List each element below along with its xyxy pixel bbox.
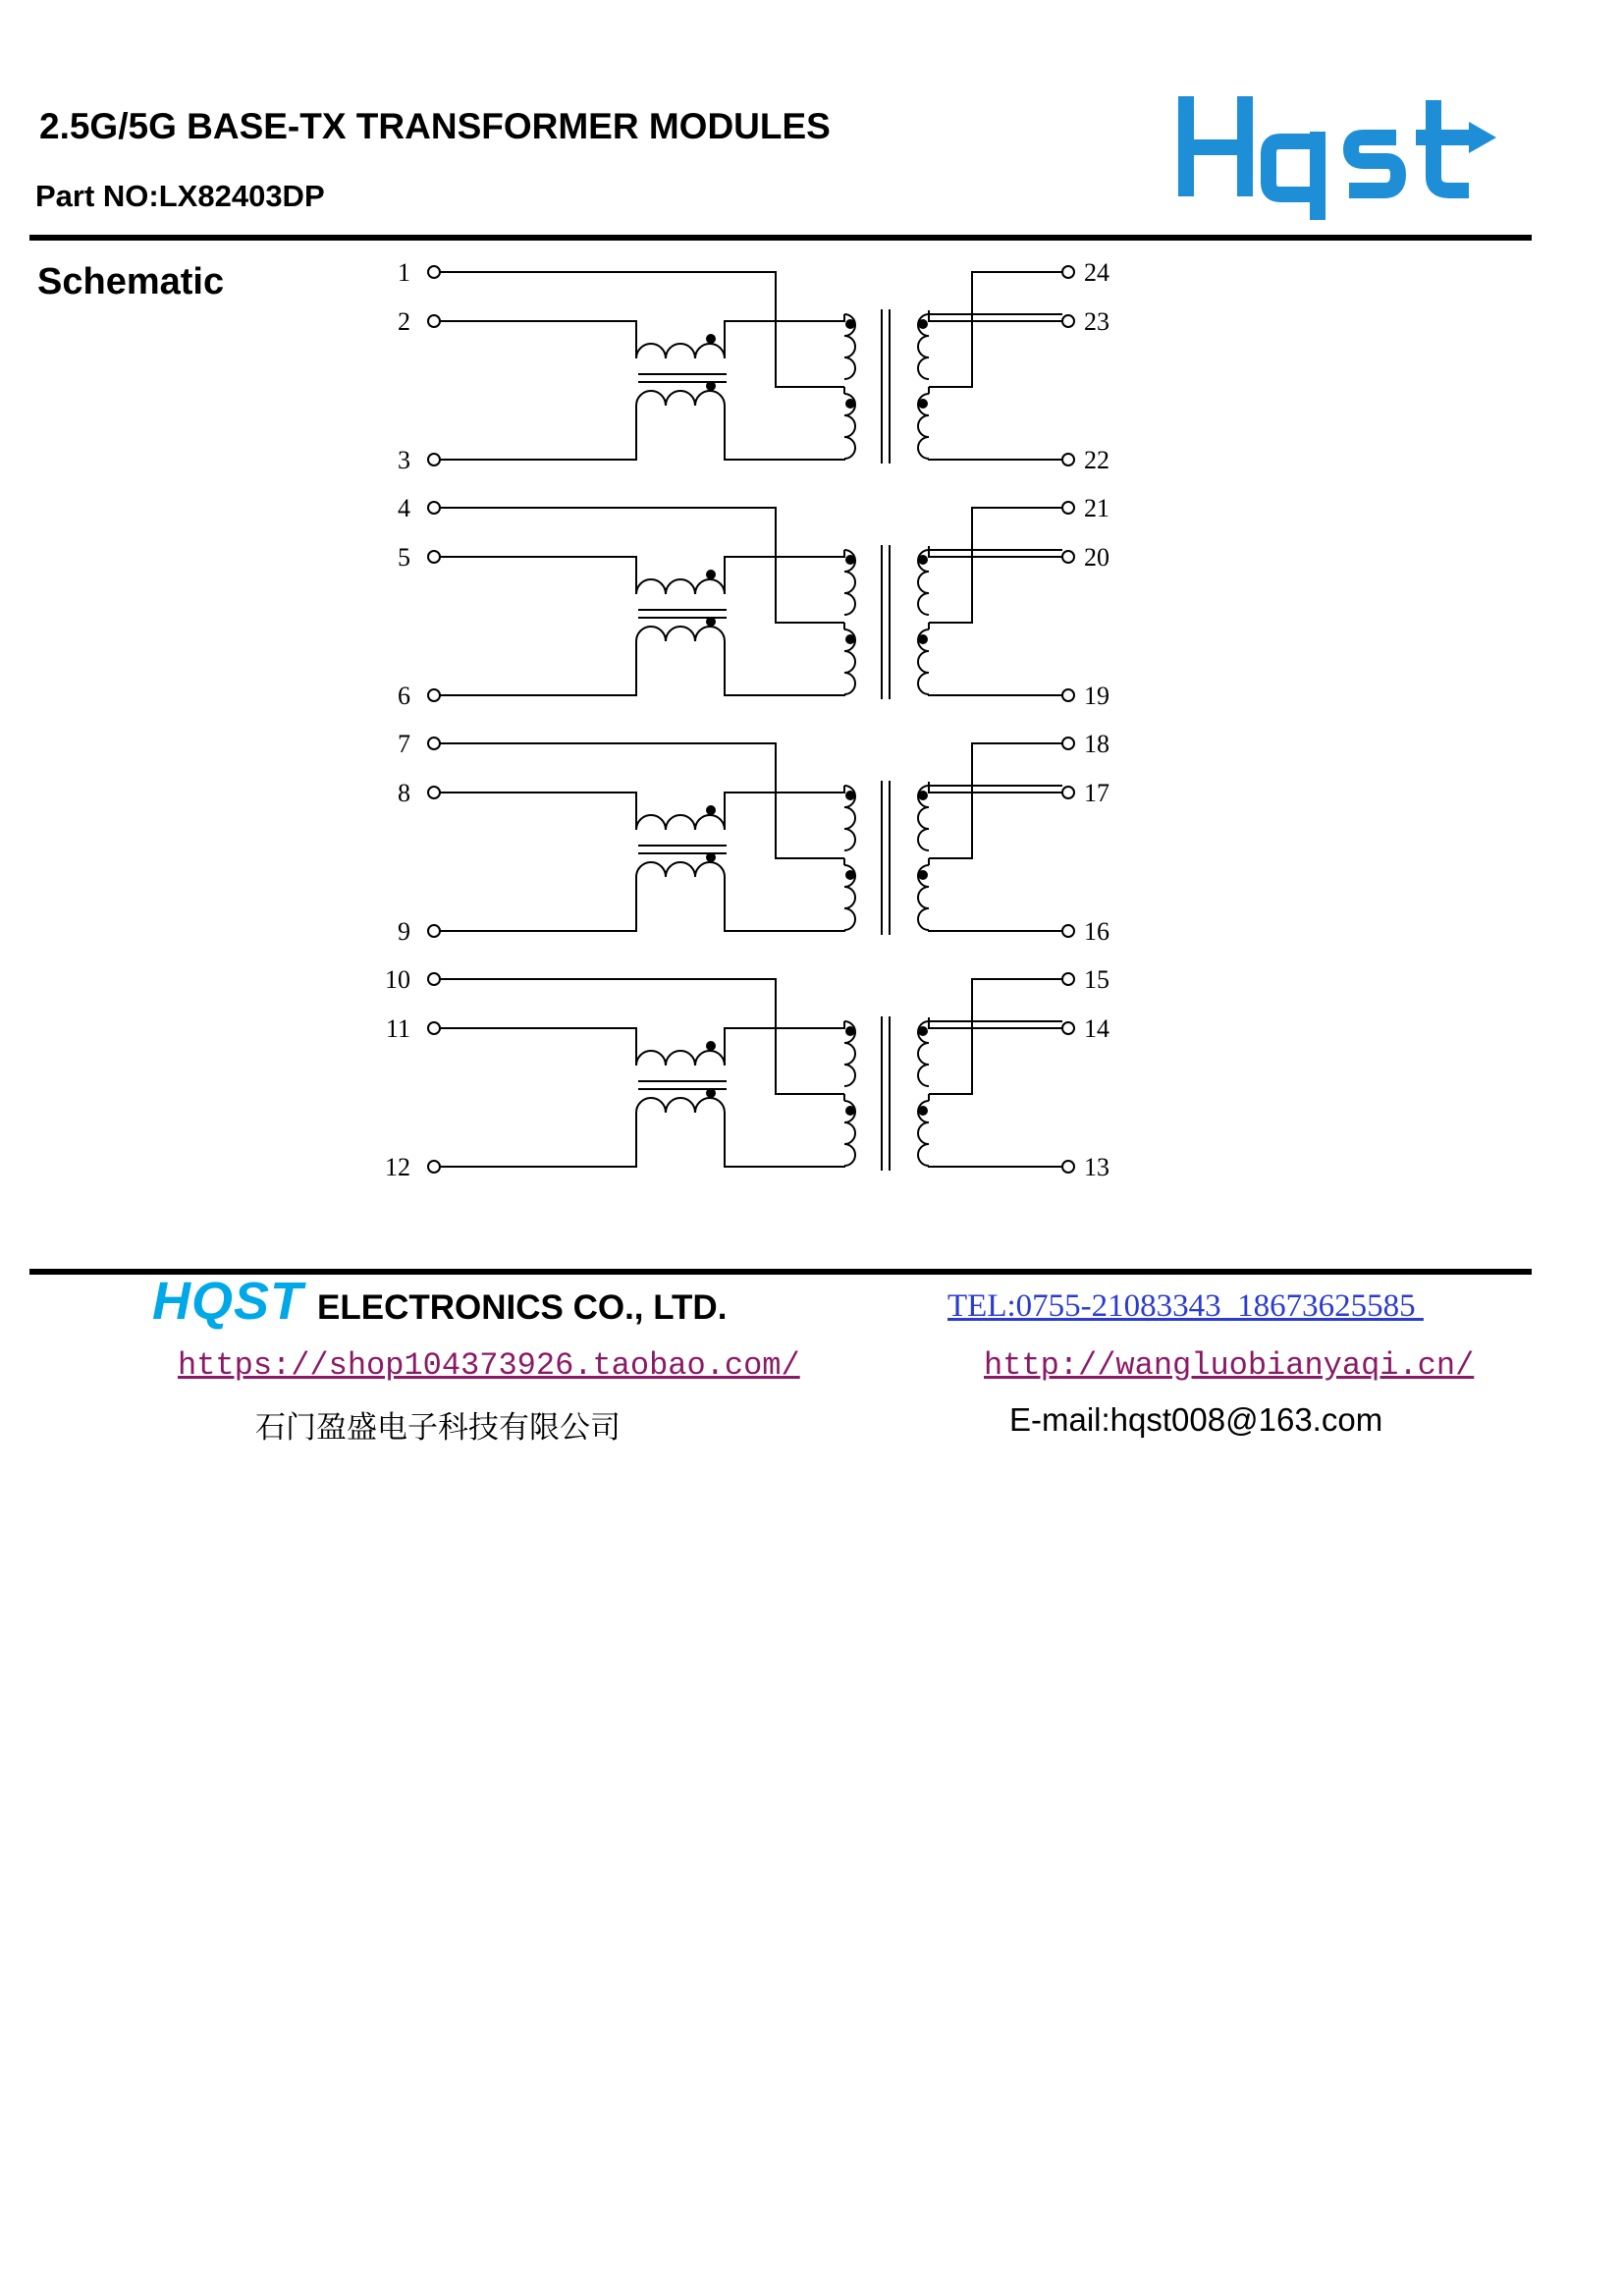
pin-number-label: 23 bbox=[1084, 307, 1109, 336]
transformer-channel bbox=[398, 494, 1109, 710]
pin-terminal bbox=[1062, 1022, 1074, 1034]
wire bbox=[929, 459, 1062, 460]
wire bbox=[929, 314, 1062, 321]
pin-number-label: 11 bbox=[385, 1014, 410, 1043]
pin-number-label: 18 bbox=[1084, 730, 1109, 758]
wire bbox=[725, 406, 844, 460]
choke-winding bbox=[636, 815, 725, 830]
pin-number-label: 12 bbox=[385, 1153, 410, 1181]
hqst-logo bbox=[1168, 86, 1512, 224]
wire bbox=[725, 314, 844, 358]
pin-terminal bbox=[1062, 925, 1074, 937]
telephone-link[interactable]: TEL:0755-21083343 18673625585 bbox=[947, 1288, 1424, 1324]
polarity-dot bbox=[706, 1041, 716, 1051]
wire bbox=[929, 930, 1062, 931]
wire bbox=[725, 877, 844, 931]
choke-winding bbox=[636, 862, 725, 877]
wire bbox=[929, 1166, 1062, 1167]
pin-terminal bbox=[428, 454, 440, 465]
pin-terminal bbox=[1062, 266, 1074, 278]
pin-number-label: 6 bbox=[398, 682, 410, 710]
shop-url-link[interactable]: https://shop104373926.taobao.com/ bbox=[178, 1347, 800, 1384]
pin-number-label: 2 bbox=[398, 307, 410, 336]
wire bbox=[440, 793, 636, 830]
pin-number-label: 15 bbox=[1084, 965, 1109, 994]
pin-terminal bbox=[428, 973, 440, 985]
pin-number-label: 24 bbox=[1084, 258, 1109, 287]
document-title: 2.5G/5G BASE-TX TRANSFORMER MODULES bbox=[39, 106, 831, 146]
pin-terminal bbox=[428, 266, 440, 278]
polarity-dot bbox=[845, 319, 855, 329]
pin-terminal bbox=[428, 502, 440, 514]
polarity-dot bbox=[845, 555, 855, 565]
wire bbox=[440, 557, 636, 594]
polarity-dot bbox=[918, 1106, 928, 1116]
transformer-channel bbox=[398, 258, 1109, 474]
wire bbox=[440, 641, 636, 695]
transformer-channel bbox=[385, 965, 1109, 1181]
wire bbox=[725, 550, 844, 594]
pin-number-label: 8 bbox=[398, 779, 410, 807]
polarity-dot bbox=[918, 319, 928, 329]
pin-terminal bbox=[1062, 502, 1074, 514]
wire bbox=[725, 1113, 844, 1167]
pin-terminal bbox=[428, 787, 440, 798]
polarity-dot bbox=[845, 399, 855, 409]
chinese-company-name: 石门盈盛电子科技有限公司 bbox=[255, 1410, 621, 1446]
polarity-dot bbox=[706, 1088, 716, 1098]
pin-terminal bbox=[428, 315, 440, 327]
center-tap-wire bbox=[440, 272, 844, 387]
pin-terminal bbox=[428, 738, 440, 749]
part-number: Part NO:LX82403DP bbox=[35, 179, 325, 213]
polarity-dot bbox=[918, 399, 928, 409]
wire bbox=[440, 1028, 636, 1066]
polarity-dot bbox=[706, 381, 716, 391]
pin-number-label: 17 bbox=[1084, 779, 1109, 807]
polarity-dot bbox=[918, 870, 928, 880]
wire bbox=[440, 321, 636, 358]
pin-number-label: 10 bbox=[385, 965, 410, 994]
polarity-dot bbox=[845, 1106, 855, 1116]
pin-number-label: 21 bbox=[1084, 494, 1109, 522]
pin-number-label: 7 bbox=[398, 730, 410, 758]
polarity-dot bbox=[845, 634, 855, 644]
pin-terminal bbox=[1062, 738, 1074, 749]
pin-number-label: 20 bbox=[1084, 543, 1109, 572]
center-tap-wire bbox=[929, 508, 1062, 623]
wire bbox=[929, 1021, 1062, 1028]
pin-number-label: 3 bbox=[398, 446, 410, 474]
pin-terminal bbox=[1062, 454, 1074, 465]
center-tap-wire bbox=[440, 508, 844, 623]
polarity-dot bbox=[706, 570, 716, 579]
choke-winding bbox=[636, 579, 725, 594]
pin-number-label: 13 bbox=[1084, 1153, 1109, 1181]
polarity-dot bbox=[706, 805, 716, 815]
company-suffix: ELECTRONICS CO., LTD. bbox=[317, 1288, 728, 1327]
pin-number-label: 22 bbox=[1084, 446, 1109, 474]
pin-terminal bbox=[1062, 787, 1074, 798]
polarity-dot bbox=[918, 791, 928, 800]
pin-terminal bbox=[428, 1022, 440, 1034]
company-name bbox=[152, 1272, 728, 1331]
choke-winding bbox=[636, 1051, 725, 1066]
polarity-dot bbox=[918, 555, 928, 565]
wire bbox=[440, 1113, 636, 1167]
polarity-dot bbox=[706, 617, 716, 627]
pin-number-label: 5 bbox=[398, 543, 410, 572]
polarity-dot bbox=[706, 334, 716, 344]
pin-number-label: 19 bbox=[1084, 682, 1109, 710]
polarity-dot bbox=[706, 852, 716, 862]
choke-winding bbox=[636, 627, 725, 641]
polarity-dot bbox=[845, 870, 855, 880]
wire bbox=[440, 406, 636, 460]
pin-terminal bbox=[428, 925, 440, 937]
choke-winding bbox=[636, 344, 725, 358]
center-tap-wire bbox=[440, 979, 844, 1094]
pin-number-label: 1 bbox=[398, 258, 410, 287]
polarity-dot bbox=[845, 1026, 855, 1036]
pin-terminal bbox=[428, 689, 440, 701]
wire bbox=[440, 877, 636, 931]
pin-terminal bbox=[1062, 1161, 1074, 1173]
pin-number-label: 16 bbox=[1084, 917, 1109, 946]
wire bbox=[725, 786, 844, 830]
transformer-schematic bbox=[363, 250, 1149, 1193]
pin-number-label: 9 bbox=[398, 917, 410, 946]
pin-terminal bbox=[1062, 551, 1074, 563]
polarity-dot bbox=[918, 634, 928, 644]
center-tap-wire bbox=[929, 743, 1062, 858]
pin-terminal bbox=[428, 1161, 440, 1173]
pin-terminal bbox=[1062, 689, 1074, 701]
website-url-link[interactable]: http://wangluobianyaqi.cn/ bbox=[984, 1347, 1475, 1384]
choke-winding bbox=[636, 1098, 725, 1113]
wire bbox=[929, 786, 1062, 793]
schematic-label: Schematic bbox=[37, 261, 225, 302]
transformer-channel bbox=[398, 730, 1109, 946]
email-address: E-mail:hqst008@163.com bbox=[1009, 1401, 1383, 1438]
pin-number-label: 4 bbox=[398, 494, 410, 522]
company-brand: HQST bbox=[152, 1272, 304, 1331]
wire bbox=[929, 550, 1062, 557]
polarity-dot bbox=[918, 1026, 928, 1036]
wire bbox=[725, 641, 844, 695]
center-tap-wire bbox=[929, 272, 1062, 387]
center-tap-wire bbox=[440, 743, 844, 858]
pin-terminal bbox=[428, 551, 440, 563]
polarity-dot bbox=[845, 791, 855, 800]
pin-terminal bbox=[1062, 973, 1074, 985]
wire bbox=[725, 1021, 844, 1066]
pin-number-label: 14 bbox=[1084, 1014, 1109, 1043]
center-tap-wire bbox=[929, 979, 1062, 1094]
choke-winding bbox=[636, 391, 725, 406]
header-divider bbox=[29, 235, 1532, 241]
pin-terminal bbox=[1062, 315, 1074, 327]
wire bbox=[929, 694, 1062, 695]
